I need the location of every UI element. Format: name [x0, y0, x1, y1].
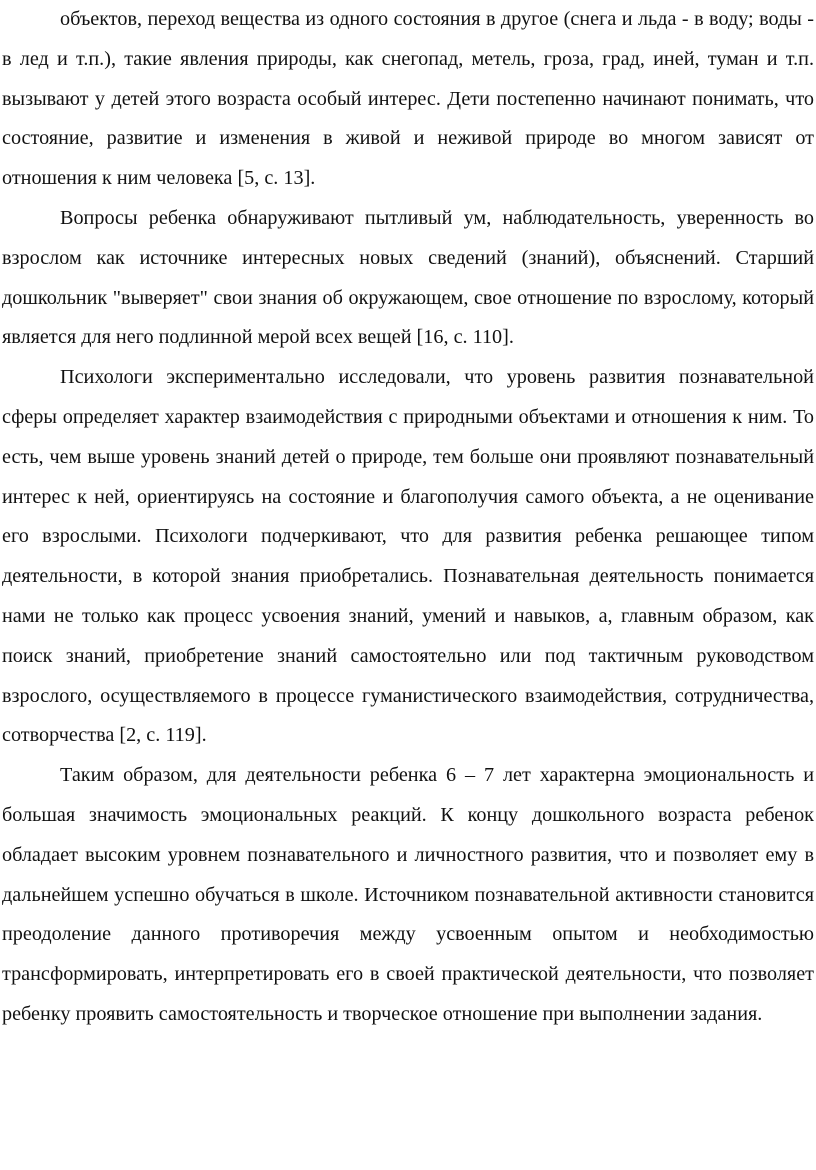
paragraph-1: объектов, переход вещества из одного состояния в другое (снега и льда - в воду; воды - в лед и т.п.), такие явления природы, как снегопад, метель, гроза, град, иней, туман и т.п. вызывают у детей этого возраста особый интерес. Дети постепенно начинают понимать, что состояние, развитие и изменения в живой и неживой природе во многом зависят от отношения к ним человека [5, с. 13]. [2, 8, 814, 190]
paragraph-2: Вопросы ребенка обнаруживают пытливый ум, наблюдательность, уверенность во взрослом как источнике интересных новых сведений (знаний), объяснений. Старший дошкольник "выверяет" свои знания об окружающем, свое отношение по взрослому, который является для него подлинной мерой всех вещей [16, с. 110]. [2, 206, 814, 349]
paragraph-3: Психологи экспериментально исследовали, что уровень развития познавательной сферы определяет характер взаимодействия с природными объектами и отношения к ним. То есть, чем выше уровень знаний детей о природе, тем больше они проявляют познавательный интерес к ней, ориентируясь на состояние и благополучия самого объекта, а не оценивание его взрослыми. Психологи подчеркивают, что для развития ребенка решающее типом деятельности, в которой знания приобретались. Познавательная деятельность понимается нами не только как процесс усвоения знаний, умений и навыков, а, главным образом, как поиск знаний, приобретение знаний самостоятельно или под тактичным руководством взрослого, осуществляемого в процессе гуманистического взаимодействия, сотрудничества, сотворчества [2, с. 119]. [2, 366, 814, 747]
paragraph-4: Таким образом, для деятельности ребенка 6 – 7 лет характерна эмоциональность и большая значимость эмоциональных реакций. К концу дошкольного возраста ребенок обладает высоким уровнем познавательного и личностного развития, что и позволяет ему в дальнейшем успешно обучаться в школе. Источником познавательной активности становится преодоление данного противоречия между усвоенным опытом и необходимостью трансформировать, интерпретировать его в своей практической деятельности, что позволяет ребенку проявить самостоятельность и творческое отношение при выполнении задания. [2, 764, 814, 1025]
